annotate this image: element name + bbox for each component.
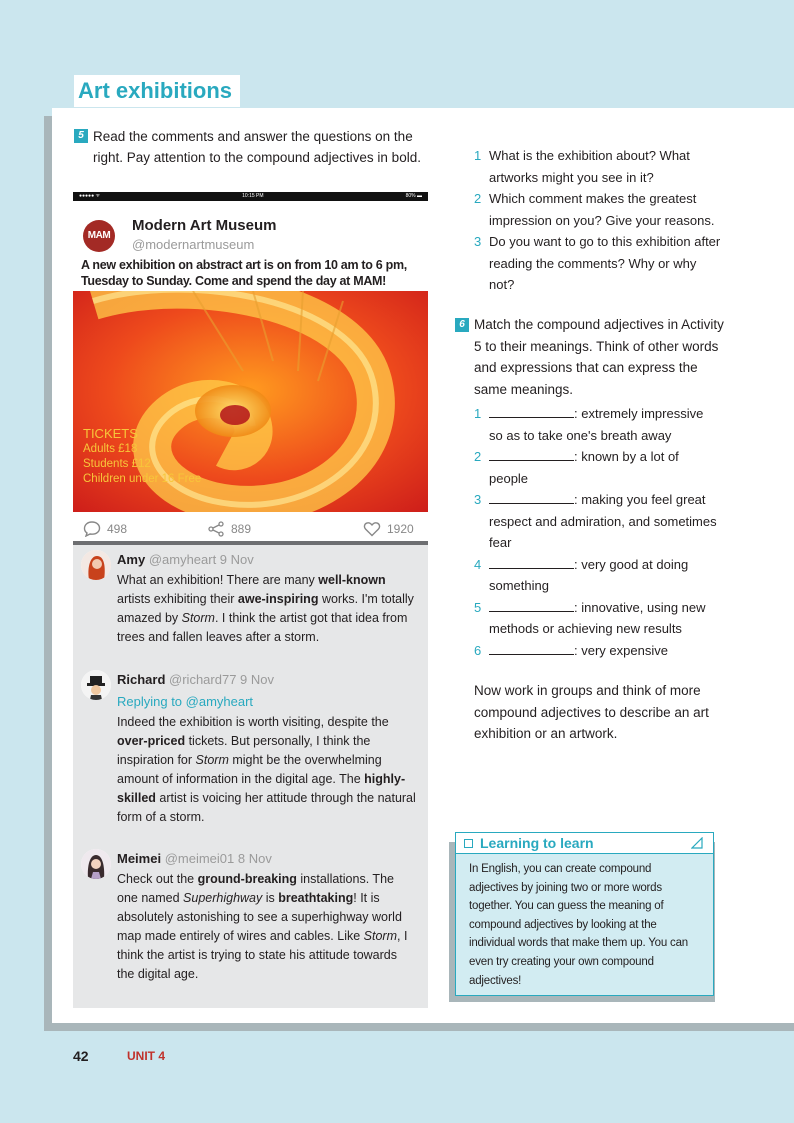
museum-post-header <box>73 201 428 291</box>
tip-box-body: In English, you can create compound adjectives by joining two or more words together. You can guess the meaning of compound adjectives by looking at the individual words that make them up. You can even try creating your own compound adjectives! <box>469 863 688 987</box>
tickets-title: TICKETS <box>83 426 138 441</box>
museum-name: Modern Art Museum <box>132 217 277 234</box>
meaning-number: 2 <box>474 449 482 464</box>
avatar <box>81 849 111 879</box>
comment-text: artist is voicing her attitude through the natural form of a storm. <box>117 791 416 824</box>
meanings-list <box>474 403 719 661</box>
activity-number-badge: 5 <box>74 129 88 143</box>
question-text: Do you want to go to this exhibition after reading the comments? Why or why not? <box>489 234 721 292</box>
activity-6-instruction: Match the compound adjectives in Activity 5 to their meanings. Think of other words and expressions that can express the same meanings. <box>474 317 724 397</box>
comment-handle-date: @richard77 9 Nov <box>169 672 274 687</box>
meaning-number: 1 <box>474 406 482 421</box>
activity-6 <box>455 314 725 400</box>
social-media-feed <box>73 192 428 1008</box>
meaning-item <box>474 403 719 446</box>
avatar <box>81 670 111 700</box>
activity-5-questions <box>474 145 724 296</box>
activity-number-badge: 6 <box>455 318 469 332</box>
comment-body <box>117 713 417 827</box>
comment-count: 498 <box>107 522 128 536</box>
comment-stat[interactable] <box>83 521 127 537</box>
meaning-text: : very good at doing something <box>489 556 689 593</box>
tip-box-header <box>456 833 713 854</box>
question-number: 1 <box>474 148 482 163</box>
artwork-image <box>73 291 428 512</box>
answer-blank[interactable] <box>489 490 574 504</box>
museum-handle: @modernartmuseum <box>132 237 255 252</box>
comment-icon <box>83 521 101 537</box>
avatar <box>81 550 111 580</box>
unit-label: UNIT 4 <box>127 1049 166 1063</box>
question-number: 3 <box>474 234 482 249</box>
ticket-line: Children under 16 Free <box>83 473 202 485</box>
comment-text: might be the overwhelming amount of information in the digital age. The <box>117 753 382 786</box>
compound-adjective: highly-skilled <box>117 772 406 805</box>
meaning-item <box>474 554 719 597</box>
artwork-title: Superhighway <box>183 891 263 905</box>
learning-to-learn-box <box>455 832 714 996</box>
comment-text: . I think the artist got that idea from trees and fallen leaves after a storm. <box>117 611 408 644</box>
comment-author-name: Amy <box>117 552 146 567</box>
comment-text: , I think the artist is trying to state his attitude towards the digital age. <box>117 929 408 981</box>
share-stat[interactable] <box>207 521 251 537</box>
comment-author <box>117 670 274 689</box>
question-item <box>474 188 724 231</box>
artwork-title: Storm <box>181 611 215 625</box>
question-item <box>474 145 724 188</box>
answer-blank[interactable] <box>489 404 574 418</box>
comment-author <box>117 550 254 569</box>
question-text: What is the exhibition about? What artworks might you see in it? <box>489 148 690 185</box>
answer-blank[interactable] <box>489 641 574 655</box>
page-number: 42 <box>73 1048 89 1064</box>
like-count: 1920 <box>387 522 414 536</box>
comment-text: artists exhibiting their <box>117 592 238 606</box>
meaning-number: 6 <box>474 642 482 658</box>
activity-5-instruction: Read the comments and answer the questions on the right. Pay attention to the compound adjectives in bold. <box>93 129 421 165</box>
comment-text: What an exhibition! There are many <box>117 573 319 587</box>
meaning-item <box>474 640 719 662</box>
compound-adjective: breathtaking <box>278 891 354 905</box>
comment-text: Check out the <box>117 872 198 886</box>
like-stat[interactable] <box>363 521 414 537</box>
comment-author-name: Meimei <box>117 851 162 866</box>
ticket-line: Adults £18 <box>83 443 138 455</box>
status-time: 10:15 PM <box>242 193 264 199</box>
meaning-text: : innovative, using new methods or achieving new results <box>489 599 706 636</box>
battery-icon: 80% ▬ <box>405 193 422 199</box>
question-number: 2 <box>474 191 482 206</box>
answer-blank[interactable] <box>489 447 574 461</box>
checkbox-icon <box>464 839 473 848</box>
museum-post-text: A new exhibition on abstract art is on from 10 am to 6 pm, Tuesday to Sunday. Come and spend the day at MAM! <box>81 258 407 288</box>
comment-author <box>117 849 272 868</box>
heart-icon <box>363 521 381 537</box>
phone-status-bar <box>73 192 428 201</box>
artwork-title: Storm <box>195 753 229 767</box>
comment-text: ! It is absolutely astonishing to see a superhighway world map made entirely of wires and cables. Like <box>117 891 402 943</box>
group-work-instruction: Now work in groups and think of more compound adjectives to describe an art exhibition or an artwork. <box>474 683 709 741</box>
signal-icon: ●●●●● ᯤ <box>79 193 101 199</box>
comment-body <box>117 571 417 647</box>
museum-logo: MAM <box>83 220 115 252</box>
tip-box-title: Learning to learn <box>480 835 594 851</box>
meaning-item <box>474 489 719 554</box>
meaning-text: : extremely impressive so as to take one's breath away <box>489 406 704 443</box>
answer-blank[interactable] <box>489 598 574 612</box>
meaning-number: 3 <box>474 492 482 507</box>
page-title: Art exhibitions <box>74 75 240 107</box>
compound-adjective: over-priced <box>117 734 186 748</box>
share-icon <box>207 521 225 537</box>
question-item <box>474 231 724 296</box>
question-text: Which comment makes the greatest impression on you? Give your reasons. <box>489 191 715 228</box>
comment-text: works. I'm totally amazed by <box>117 592 414 625</box>
meaning-number: 4 <box>474 556 482 572</box>
meaning-text: : making you feel great respect and admiration, and sometimes fear <box>489 492 717 550</box>
meaning-text: : known by a lot of people <box>489 449 679 486</box>
meaning-item <box>474 597 719 640</box>
ticket-line: Students £12 <box>83 458 151 470</box>
compound-adjective: well-known <box>318 573 386 587</box>
reply-to-link[interactable]: Replying to @amyheart <box>117 694 254 709</box>
compound-adjective: awe-inspiring <box>237 592 319 606</box>
comment-text: is <box>262 891 279 905</box>
comment-author-name: Richard <box>117 672 166 687</box>
comment-handle-date: @amyheart 9 Nov <box>148 552 254 567</box>
comment-body <box>117 870 417 984</box>
comment-text: installations. The one named <box>117 872 394 905</box>
meaning-item <box>474 446 719 489</box>
meaning-text: : very expensive <box>574 642 668 658</box>
comment-text: tickets. But personally, I think the inspiration for <box>117 734 371 767</box>
answer-blank[interactable] <box>489 555 574 569</box>
corner-triangle-icon <box>691 837 703 849</box>
share-count: 889 <box>231 522 252 536</box>
ticket-prices <box>83 426 201 487</box>
artwork-title: Storm <box>363 929 397 943</box>
post-stats-bar <box>73 512 428 545</box>
activity-5 <box>74 126 424 168</box>
comment-handle-date: @meimei01 8 Nov <box>164 851 272 866</box>
comment-text: Indeed the exhibition is worth visiting, despite the <box>117 715 389 729</box>
compound-adjective: ground-breaking <box>197 872 297 886</box>
meaning-number: 5 <box>474 599 482 615</box>
